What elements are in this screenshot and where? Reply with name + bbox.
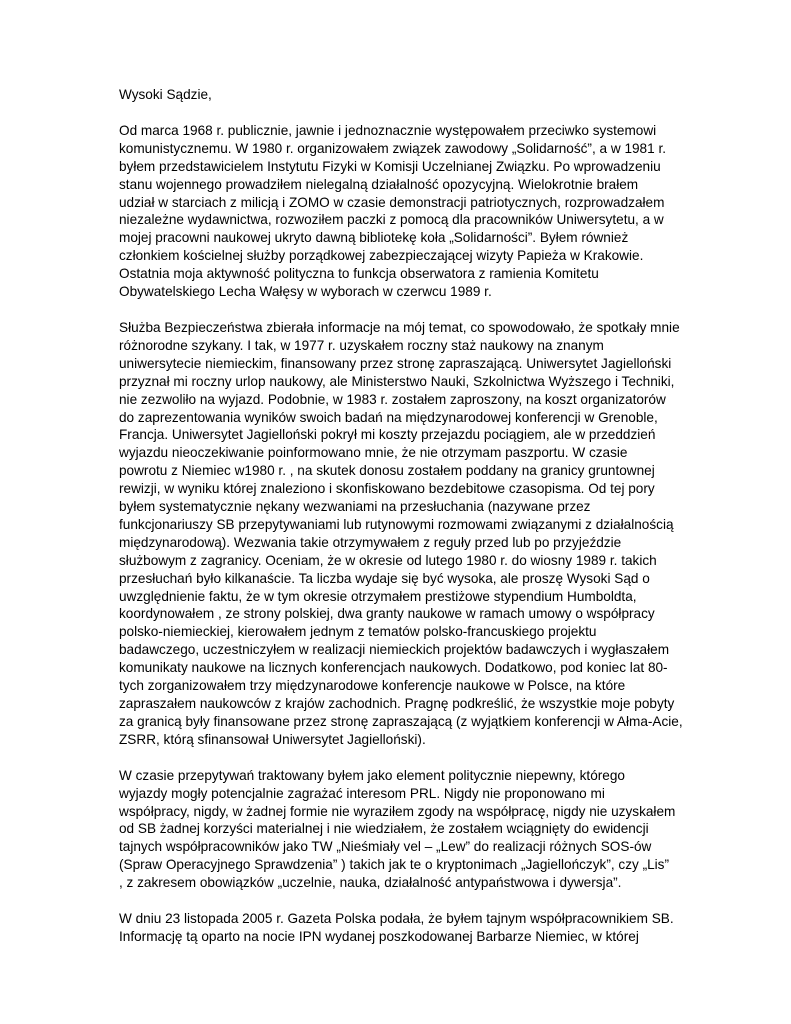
text-line: za granicą były finansowane przez stronę zapraszającą (z wyjątkiem konferencji w Ałma-Acie, [119,713,683,729]
text-line: byłem systematycznie nękany wezwaniami na przesłuchania (nazywane przez [119,499,591,515]
text-line: różnorodne szykany. I tak, w 1977 r. uzyskałem roczny staż naukowy na znanym [119,337,604,353]
paragraphs-container [119,122,684,946]
text-line: uniwersytecie niemieckim, finansowany przez stronę zapraszającą. Uniwersytet Jagielloński [119,355,672,371]
text-line: od SB żadnej korzyści materialnej i nie wiedziałem, że zostałem wciągnięty do ewidencji [119,821,649,837]
text-line: tych zorganizowałem trzy międzynarodowe konferencje naukowe w Polsce, na które [119,678,626,694]
text-line: przyznał mi roczny urlop naukowy, ale Ministerstwo Nauki, Szkolnictwa Wyższego i Techniki, [119,373,675,389]
text-line: Obywatelskiego Lecha Wałęsy w wyborach w czerwcu 1989 r. [119,284,492,300]
text-line: przesłuchań było kilkanaście. Ta liczba wydaje się być wysoka, ale proszę Wysoki Sąd o [119,570,650,586]
text-line: stanu wojennego prowadziłem nielegalną działalność opozycyjną. Wielokrotnie brałem [119,176,639,192]
text-line: współpracy, nigdy, w żadnej formie nie wyraziłem zgody na współpracę, nigdy nie uzyskałem [119,803,676,819]
letter-body [119,86,684,964]
text-line: międzynarodową). Wezwania takie otrzymywałem z reguły przed lub po przyjeździe [119,534,622,550]
text-line: członkiem kościelnej służby porządkowej zabezpieczającej wizyty Papieża w Krakowie. [119,248,644,264]
text-line: badawczego, uczestniczyłem w realizacji niemieckich projektów badawczych i wygłaszałem [119,642,670,658]
text-line: mojej pracowni naukowej ukryto dawną bibliotekę koła „Solidarności”. Byłem również [119,230,629,246]
text-line: W dniu 23 listopada 2005 r. Gazeta Polska podała, że byłem tajnym współpracownikiem SB. [119,911,674,927]
text-line: Od marca 1968 r. publicznie, jawnie i jednoznacznie występowałem przeciwko systemowi [119,122,657,138]
text-line: udział w starciach z milicją i ZOMO w czasie demonstracji patriotycznych, rozprowadzałem [119,194,665,210]
text-line: zapraszałem naukowców z krajów zachodnich. Pragnę podkreślić, że wszystkie moje pobyty [119,696,675,711]
text-line: Informację tą oparto na nocie IPN wydanej poszkodowanej Barbarze Niemiec, w której [119,928,639,944]
text-line: komunistycznemu. W 1980 r. organizowałem związek zawodowy „Solidarność”, a w 1981 r. [119,140,667,156]
text-line: Francja. Uniwersytet Jagielloński pokrył mi koszty przejazdu pociągiem, ale w przeddzień [119,427,656,443]
text-line: byłem przedstawicielem Instytutu Fizyki w Komisji Uczelnianej Związku. Po wprowadzeniu [119,158,661,174]
text-line: rewizji, w wyniku której znaleziono i skonfiskowano bezdebitowe czasopisma. Od tej pory [119,481,655,497]
text-line: W czasie przepytywań traktowany byłem jako element politycznie niepewny, którego [119,767,625,783]
text-line: Ostatnia moja aktywność polityczna to funkcja obserwatora z ramienia Komitetu [119,266,599,282]
text-line: służbowym z zagranicy. Oceniam, że w okresie od lutego 1980 r. do wiosny 1989 r. takich [119,552,657,568]
paragraph-2 [119,319,684,749]
paragraph-1 [119,122,684,301]
text-line: nie zezwoliło na wyjazd. Podobnie, w 1983 r. zostałem zaproszony, na koszt organizatorów [119,391,666,407]
text-line: funkcjonariuszy SB przepytywaniami lub rutynowymi rozmowami związanymi z działalnością [119,516,674,532]
text-line: wyjazdy mogły potencjalnie zagrażać interesom PRL. Nigdy nie proponowano mi [119,785,605,801]
text-line: do zaprezentowania wyników swoich badań na międzynarodowej konferencji w Grenoble, [119,409,658,425]
text-line: polsko-niemieckiej, kierowałem jednym z tematów polsko-francuskiego projektu [119,624,597,640]
text-line: powrotu z Niemiec w1980 r. , na skutek donosu zostałem poddany na granicy gruntownej [119,463,655,479]
paragraph-4 [119,910,684,946]
text-line: koordynowałem , ze strony polskiej, dwa granty naukowe w ramach umowy o współpracy [119,606,655,622]
text-line: tajnych współpracowników jako TW „Nieśmiały vel – „Lew” do realizacji różnych SOS-ów [119,839,652,855]
text-line: , z zakresem obowiązków „uczelnie, nauka, działalność antypaństwowa i dywersja”. [119,875,622,891]
paragraph-3 [119,767,684,892]
text-line: uwzględnienie faktu, że w tym okresie otrzymałem prestiżowe stypendium Humboldta, [119,588,637,604]
text-line: ZSRR, którą sfinansował Uniwersytet Jagielloński). [119,731,426,747]
text-line: niezależne wydawnictwa, rozwoziłem paczki z pomocą dla pracowników Uniwersytetu, a w [119,212,664,228]
text-line: Służba Bezpieczeństwa zbierała informacje na mój temat, co spowodowało, że spotkały mnie [119,319,680,335]
text-line: komunikaty naukowe na licznych konferencjach naukowych. Dodatkowo, pod koniec lat 80- [119,660,668,676]
salutation: Wysoki Sądzie, [119,87,212,102]
text-line: wyjazdu nieoczekiwanie poinformowano mnie, że nie otrzymam paszportu. W czasie [119,445,628,461]
text-line: (Spraw Operacyjnego Sprawdzenia” ) takich jak te o kryptonimach „Jagiellończyk”, czy „Lis” [119,857,670,873]
